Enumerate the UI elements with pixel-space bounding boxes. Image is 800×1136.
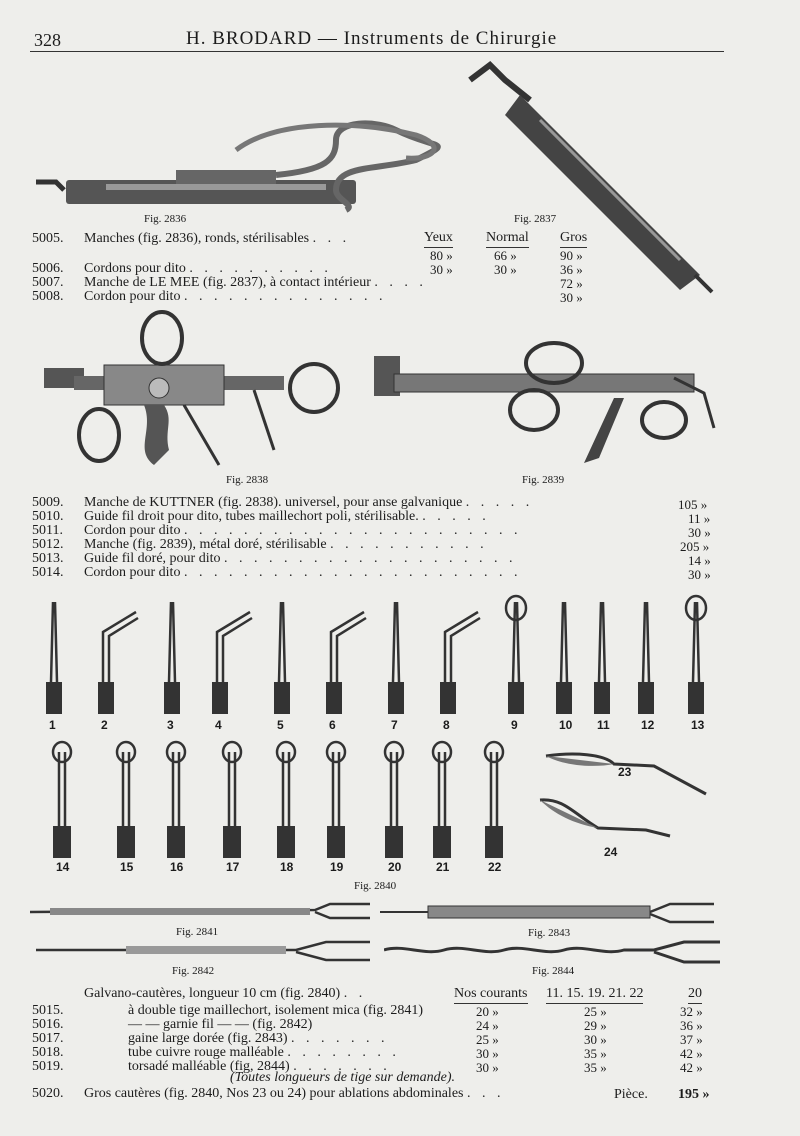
cautery-tip-21 <box>433 742 451 858</box>
catalog-row-5005 <box>32 231 350 247</box>
instrument-number-11: 11 <box>597 718 610 732</box>
item-code: 5007. <box>32 275 64 290</box>
large-cauteries <box>534 744 710 854</box>
instrument-number-21: 21 <box>436 860 450 874</box>
fig-2842-label: Fig. 2842 <box>172 965 215 977</box>
item-description: Manche (fig. 2839), métal doré, stérilisable <box>84 537 327 552</box>
cautery-tip-15 <box>117 742 135 858</box>
column-normal: Normal <box>486 230 529 248</box>
price-c3-5016: 36 » <box>680 1018 703 1033</box>
item-code: 5010. <box>32 509 64 524</box>
item-code: 5009. <box>32 495 64 510</box>
item-code: 5005. <box>32 231 64 246</box>
instrument-number-9: 9 <box>511 718 518 732</box>
leader-dots: . . . . . . . <box>291 1031 389 1046</box>
price-c1-5019: 30 » <box>476 1060 499 1075</box>
price-c1-5018: 30 » <box>476 1046 499 1061</box>
cautery-tip-17 <box>223 742 241 858</box>
price-5020: 195 » <box>678 1087 710 1102</box>
item-code: 5012. <box>32 537 64 552</box>
fig-2842-illustration <box>36 940 370 964</box>
price-c3-5015: 32 » <box>680 1004 703 1019</box>
column-currents: 11. 15. 19. 21. 22 <box>546 986 643 1004</box>
cautery-tip-8 <box>440 612 480 714</box>
cautery-tip-7 <box>388 602 404 714</box>
price-c2-5015: 25 » <box>584 1004 607 1019</box>
fig-2839-illustration <box>374 338 720 468</box>
leader-dots: . . . . . . . . . . . . . . . . . . . . . . . <box>183 523 522 538</box>
leader-dots: . . . . . . . <box>293 1059 391 1074</box>
price-gros-5008: 30 » <box>560 290 583 305</box>
price-c3-5019: 42 » <box>680 1060 703 1075</box>
item-code: 5006. <box>32 261 64 276</box>
item-description: Cordon pour dito <box>84 523 181 538</box>
instrument-number-8: 8 <box>443 718 450 732</box>
cautery-tip-13 <box>686 596 706 714</box>
fig-2836-label: Fig. 2836 <box>144 213 187 225</box>
leader-dots: . . . . . <box>422 509 490 524</box>
catalog-row-5008 <box>32 289 386 305</box>
length-note: (Toutes longueurs de tige sur demande). <box>230 1070 456 1085</box>
cautery-tip-20 <box>385 742 403 858</box>
instrument-number-17: 17 <box>226 860 240 874</box>
price-c2-5019: 35 » <box>584 1060 607 1075</box>
item-code: 5019. <box>32 1059 64 1074</box>
item-description: Gros cautères (fig. 2840, Nos 23 ou 24) pour ablations abdominales <box>84 1086 464 1101</box>
cautery-tip-18 <box>277 742 295 858</box>
item-code: 5016. <box>32 1017 64 1032</box>
cautery-tip-2 <box>98 612 138 714</box>
cautery-tip-3 <box>164 602 180 714</box>
cautery-tip-11 <box>594 602 610 714</box>
price-5012: 205 » <box>680 539 710 554</box>
item-description: Cordons pour dito <box>84 261 186 276</box>
instrument-number-2: 2 <box>101 718 108 732</box>
instrument-number-22: 22 <box>488 860 502 874</box>
fig-2836-illustration <box>36 120 446 220</box>
instrument-number-10: 10 <box>559 718 573 732</box>
item-description: à double tige maillechort, isolement mica (fig. 2841) <box>128 1003 424 1018</box>
item-description: gaine large dorée (fig. 2843) <box>128 1031 288 1046</box>
fig-2837-label: Fig. 2837 <box>514 213 557 225</box>
instrument-number-19: 19 <box>330 860 344 874</box>
leader-dots: . . . . . . . . . . . <box>330 537 488 552</box>
cautery-tip-6 <box>326 612 366 714</box>
fig-2839-label: Fig. 2839 <box>522 474 565 486</box>
instrument-number-5: 5 <box>277 718 284 732</box>
column-yeux: Yeux <box>424 230 453 248</box>
item-code: 5014. <box>32 565 64 580</box>
instrument-number-12: 12 <box>641 718 655 732</box>
header-rule <box>30 51 724 52</box>
cautery-tips-row1 <box>30 592 730 720</box>
unit-piece: Pièce. <box>614 1087 648 1102</box>
fig-2843-illustration <box>380 902 714 926</box>
item-description: Cordon pour dito <box>84 565 181 580</box>
price-yeux-5005: 80 » <box>430 248 453 263</box>
item-code: 5013. <box>32 551 64 566</box>
item-description: Guide fil droit pour dito, tubes maillechort poli, stérilisable. <box>84 509 419 524</box>
price-gros-5005: 90 » <box>560 248 583 263</box>
price-c1-5017: 25 » <box>476 1032 499 1047</box>
item-code: 5018. <box>32 1045 64 1060</box>
leader-dots: . . . . <box>374 275 427 290</box>
price-gros-5006: 36 » <box>560 262 583 277</box>
catalog-row-5020 <box>32 1086 504 1102</box>
item-code: 5015. <box>32 1003 64 1018</box>
item-description: torsadé malléable (fig, 2844) <box>128 1059 290 1074</box>
leader-dots: . . . . . . . . . . . . . . . . . . . . <box>223 551 517 566</box>
price-normal-5005: 66 » <box>494 248 517 263</box>
instrument-number-13: 13 <box>691 718 705 732</box>
item-description: Cordon pour dito <box>84 289 181 304</box>
item-description: Guide fil doré, pour dito <box>84 551 221 566</box>
catalog-row-5014 <box>32 565 521 581</box>
item-description: — — garnie fil — — (fig. 2842) <box>128 1017 313 1032</box>
fig-2838-label: Fig. 2838 <box>226 474 269 486</box>
fig-2840-label: Fig. 2840 <box>354 880 397 892</box>
column-gros: Gros <box>560 230 587 248</box>
price-c3-5017: 37 » <box>680 1032 703 1047</box>
leader-dots: . . . <box>312 231 351 246</box>
instrument-number-16: 16 <box>170 860 184 874</box>
price-yeux-5006: 30 » <box>430 262 453 277</box>
instrument-number-6: 6 <box>329 718 336 732</box>
item-description: tube cuivre rouge malléable <box>128 1045 284 1060</box>
price-c1-5016: 24 » <box>476 1018 499 1033</box>
fig-2841-label: Fig. 2841 <box>176 926 219 938</box>
instrument-number-23: 23 <box>618 765 632 779</box>
price-gros-5007: 72 » <box>560 276 583 291</box>
item-description: Manche de KUTTNER (fig. 2838). universel, pour anse galvanique <box>84 495 463 510</box>
price-5009: 105 » <box>678 497 708 512</box>
leader-dots: . . . . . . . . . . <box>189 261 332 276</box>
item-description: Manches (fig. 2836), ronds, stérilisables <box>84 231 310 246</box>
instrument-number-24: 24 <box>604 845 618 859</box>
price-5014: 30 » <box>688 567 711 582</box>
item-code: 5017. <box>32 1031 64 1046</box>
instrument-number-14: 14 <box>56 860 70 874</box>
fig-2844-label: Fig. 2844 <box>532 965 575 977</box>
leader-dots: . . . . . <box>465 495 534 510</box>
cautery-tip-14 <box>53 742 71 858</box>
fig-2838-illustration <box>44 310 344 470</box>
price-c3-5018: 42 » <box>680 1046 703 1061</box>
leader-dots: . . . . . . . . . . . . . . . . . . . . . . . <box>183 565 522 580</box>
instrument-number-15: 15 <box>120 860 134 874</box>
instrument-number-4: 4 <box>215 718 222 732</box>
price-5013: 14 » <box>688 553 711 568</box>
item-code: 5020. <box>32 1086 64 1101</box>
fig-2841-illustration <box>30 902 370 922</box>
page-title: H. BRODARD — Instruments de Chirurgie <box>186 28 558 49</box>
leader-dots: . . . . . . . . <box>287 1045 400 1060</box>
instrument-number-7: 7 <box>391 718 398 732</box>
cautery-tip-22 <box>485 742 503 858</box>
item-code: 5008. <box>32 289 64 304</box>
cautery-tip-12 <box>638 602 654 714</box>
price-c2-5016: 29 » <box>584 1018 607 1033</box>
instrument-number-3: 3 <box>167 718 174 732</box>
cautery-tip-16 <box>167 742 185 858</box>
column-20: 20 <box>688 986 702 1004</box>
price-c2-5018: 35 » <box>584 1046 607 1061</box>
cautery-tips-row2 <box>30 738 520 862</box>
cautery-tip-19 <box>327 742 345 858</box>
instrument-number-20: 20 <box>388 860 402 874</box>
item-description: Manche de LE MEE (fig. 2837), à contact intérieur <box>84 275 371 290</box>
intro-text: Galvano-cautères, longueur 10 cm (fig. 2840) <box>84 986 341 1001</box>
leader-dots: . . <box>343 986 367 1001</box>
cautery-tip-1 <box>46 602 62 714</box>
price-5010: 11 » <box>688 511 711 526</box>
cautery-tip-5 <box>274 602 290 714</box>
price-5011: 30 » <box>688 525 711 540</box>
fig-2844-illustration <box>384 940 720 964</box>
price-c1-5015: 20 » <box>476 1004 499 1019</box>
item-code: 5011. <box>32 523 63 538</box>
cautery-tip-4 <box>212 612 252 714</box>
leader-dots: . . . <box>466 1086 505 1101</box>
fig-2843-label: Fig. 2843 <box>528 927 571 939</box>
price-normal-5006: 30 » <box>494 262 517 277</box>
instrument-number-1: 1 <box>49 718 56 732</box>
cautery-tip-10 <box>556 602 572 714</box>
page-number: 328 <box>34 30 61 50</box>
instrument-number-18: 18 <box>280 860 294 874</box>
leader-dots: . . . . . . . . . . . . . . <box>183 289 387 304</box>
galvano-cauteres-intro <box>84 986 366 1002</box>
fig-2837-illustration <box>450 60 720 300</box>
cautery-tip-9 <box>506 596 526 714</box>
price-c2-5017: 30 » <box>584 1032 607 1047</box>
column-nos-courants: Nos courants <box>454 986 528 1004</box>
